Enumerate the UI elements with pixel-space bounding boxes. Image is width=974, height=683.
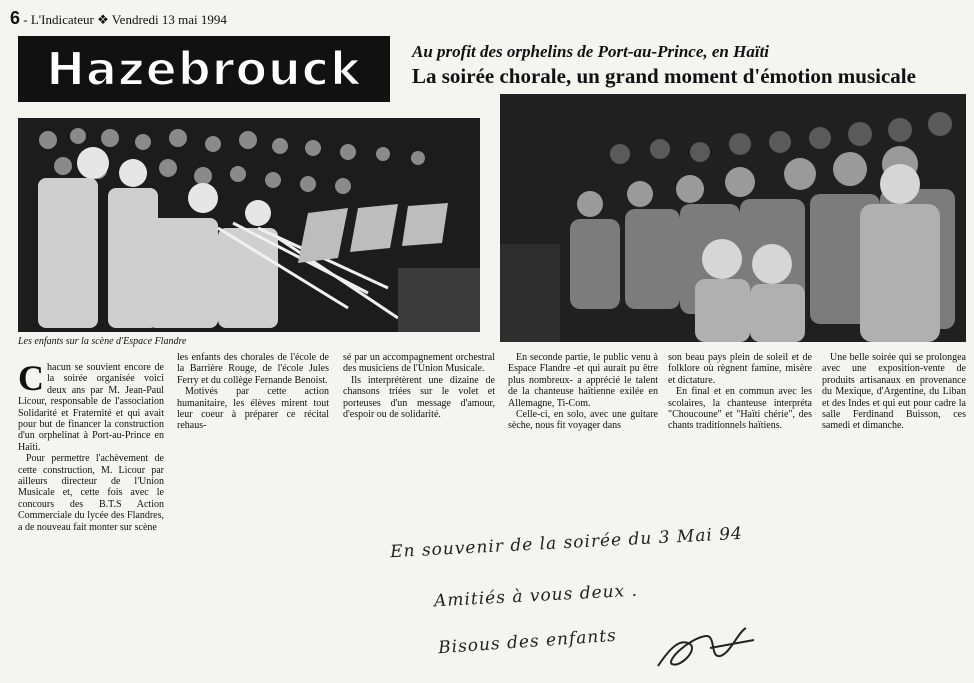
article-column-2 xyxy=(177,352,329,432)
article-column-3 xyxy=(343,352,495,420)
article-column-1 xyxy=(18,358,164,533)
column-6-paragraph-1: Une belle soirée qui se prolongea avec une exposition-vente de produits artisanaux en provenance du Mexique, d'Argentine, du Liban et des Indes et qui eut pour cadre la salle Ferdinand Buisson, ces samedi et dimanche. xyxy=(822,352,966,432)
choir-photo xyxy=(18,118,480,332)
column-4-paragraph-2: Celle-ci, en solo, avec une guitare sèche, nous fit voyager dans xyxy=(508,409,658,432)
page-number: 6 xyxy=(10,8,21,28)
page-header xyxy=(10,8,227,29)
column-2-paragraph-1: les enfants des chorales de l'école de la Barrière Rouge, de l'école Jules Ferry et du collège Fernande Benoist. xyxy=(177,352,329,386)
article-column-6 xyxy=(822,352,966,432)
article-kicker: Au profit des orphelins de Port-au-Prince, en Haïti xyxy=(412,42,770,61)
handwritten-dedication: En souvenir de la soirée du 3 Mai 94 xyxy=(389,523,744,563)
column-5-paragraph-2: En final et en commun avec les scolaires, la chanteuse interpréta "Choucoune" et "Haïti chérie", des chants traditionnels haïtiens. xyxy=(668,386,812,432)
audience-photo xyxy=(500,94,966,342)
publication-dateline: - L'Indicateur ❖ Vendredi 13 mai 1994 xyxy=(23,12,227,27)
column-3-paragraph-2: Ils interprétèrent une dizaine de chansons triées sur le volet et porteuses d'un message d'amour, d'espoir ou de solidarité. xyxy=(343,374,495,421)
photo-caption: Les enfants sur la scène d'Espace Flandre xyxy=(18,336,187,347)
column-1-paragraph-1: hacun se souvient encore de la soirée organisée voici deux ans par M. Jean-Paul Licour, responsable de l'association Solidarité et Fraternité et qui avait pour but de financer la construction d'un orphelinat à Port-au-Prince en Haïti. xyxy=(18,362,164,453)
handwritten-closing: Bisous des enfants xyxy=(437,625,618,659)
article-column-4 xyxy=(508,352,658,432)
column-1-paragraph-2: Pour permettre l'achèvement de cette construction, M. Licour par ailleurs directeur de l'Union Musicale et, cette fois avec le concours des B.T.S Action Commerciale du lycée des Flandres, a de nouveau fait monter sur scène xyxy=(18,453,164,533)
masthead-title: Hazebrouck xyxy=(46,42,362,96)
column-5-paragraph-1: son beau pays plein de soleil et de folklore où règnent famine, misère et dictature. xyxy=(668,352,812,386)
column-3-paragraph-1: sé par un accompagnement orchestral des musiciens de l'Union Musicale. xyxy=(343,352,495,375)
handwritten-greeting: Amitiés à vous deux . xyxy=(433,580,639,612)
article-column-5 xyxy=(668,352,812,432)
drop-cap: C xyxy=(18,358,44,398)
handwritten-signature xyxy=(650,618,760,683)
article-headline: La soirée chorale, un grand moment d'émotion musicale xyxy=(412,64,916,88)
town-masthead xyxy=(18,36,390,102)
column-2-paragraph-2: Motivés par cette action humanitaire, les élèves mirent tout leur coeur à préparer ce récital rehaus- xyxy=(177,386,329,432)
column-4-paragraph-1: En seconde partie, le public venu à Espace Flandre -et qui aurait pu être plus nombreux- a apprécié le talent de la chanteuse haïtienne exilée en Allemagne, Ti-Com. xyxy=(508,352,658,409)
